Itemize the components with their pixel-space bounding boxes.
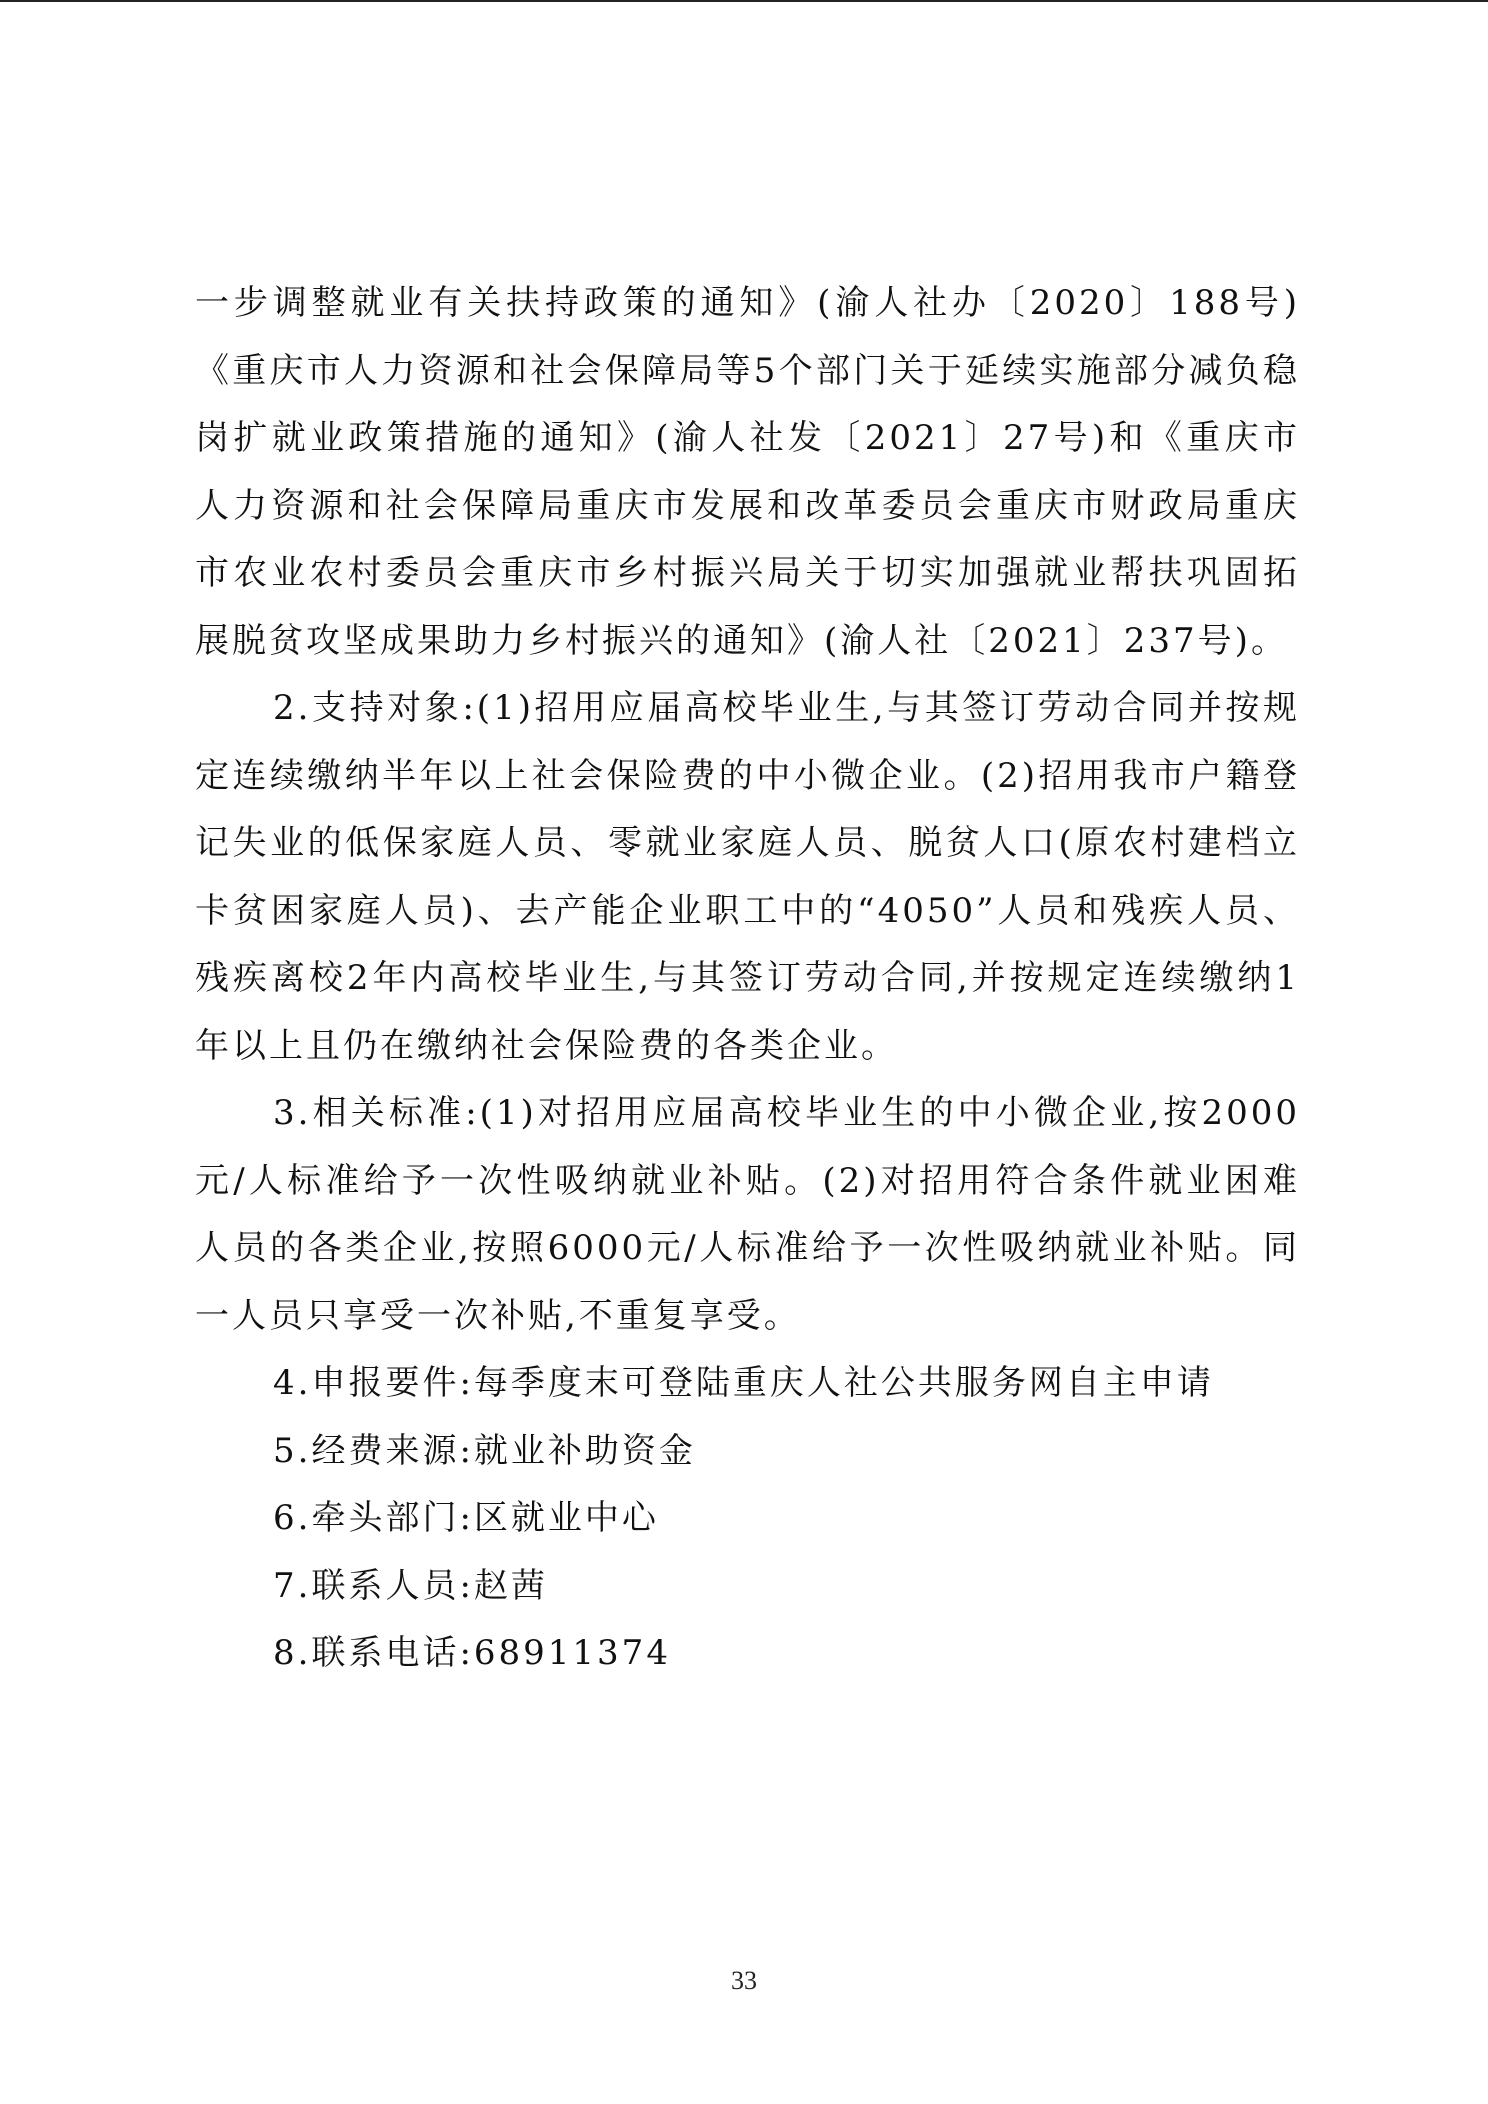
paragraph-support-targets: 2.支持对象:(1)招用应届高校毕业生,与其签订劳动合同并按规定连续缴纳半年以上社会保险费的中小微企业。(2)招用我市户籍登记失业的低保家庭人员、零就业家庭人员、脱贫人口(原农村建档立卡贫困家庭人员)、去产能企业职工中的“4050”人员和残疾人员、残疾离校2年内高校毕业生,与其签订劳动合同,并按规定连续缴纳1年以上且仍在缴纳社会保险费的各类企业。 [195,688,1300,1066]
item-application-requirements: 4.申报要件:每季度末可登陆重庆人社公共服务网自主申请 [273,1363,1214,1403]
paragraph-standards: 3.相关标准:(1)对招用应届高校毕业生的中小微企业,按2000元/人标准给予一次性吸纳就业补贴。(2)对招用符合条件就业困难人员的各类企业,按照6000元/人标准给予一次性吸纳就业补贴。同一人员只享受一次补贴,不重复享受。 [195,1093,1300,1336]
item-lead-department: 6.牵头部门:区就业中心 [273,1498,659,1538]
paragraph-policy-basis-continued: 一步调整就业有关扶持政策的通知》(渝人社办〔2020〕188号)《重庆市人力资源和社会保障局等5个部门关于延续实施部分减负稳岗扩就业政策措施的通知》(渝人社发〔2021〕27号)和《重庆市人力资源和社会保障局重庆市发展和改革委员会重庆市财政局重庆市农业农村委员会重庆市乡村振兴局关于切实加强就业帮扶巩固拓展脱贫攻坚成果助力乡村振兴的通知》(渝人社〔2021〕237号)。 [195,283,1300,661]
document-body [195,270,1300,1688]
page-top-border [0,0,1488,2]
item-contact-person: 7.联系人员:赵茜 [273,1565,548,1606]
page-number: 33 [731,1966,757,1995]
item-funding-source: 5.经费来源:就业补助资金 [273,1430,696,1471]
item-contact-phone: 8.联系电话:68911374 [273,1633,671,1673]
